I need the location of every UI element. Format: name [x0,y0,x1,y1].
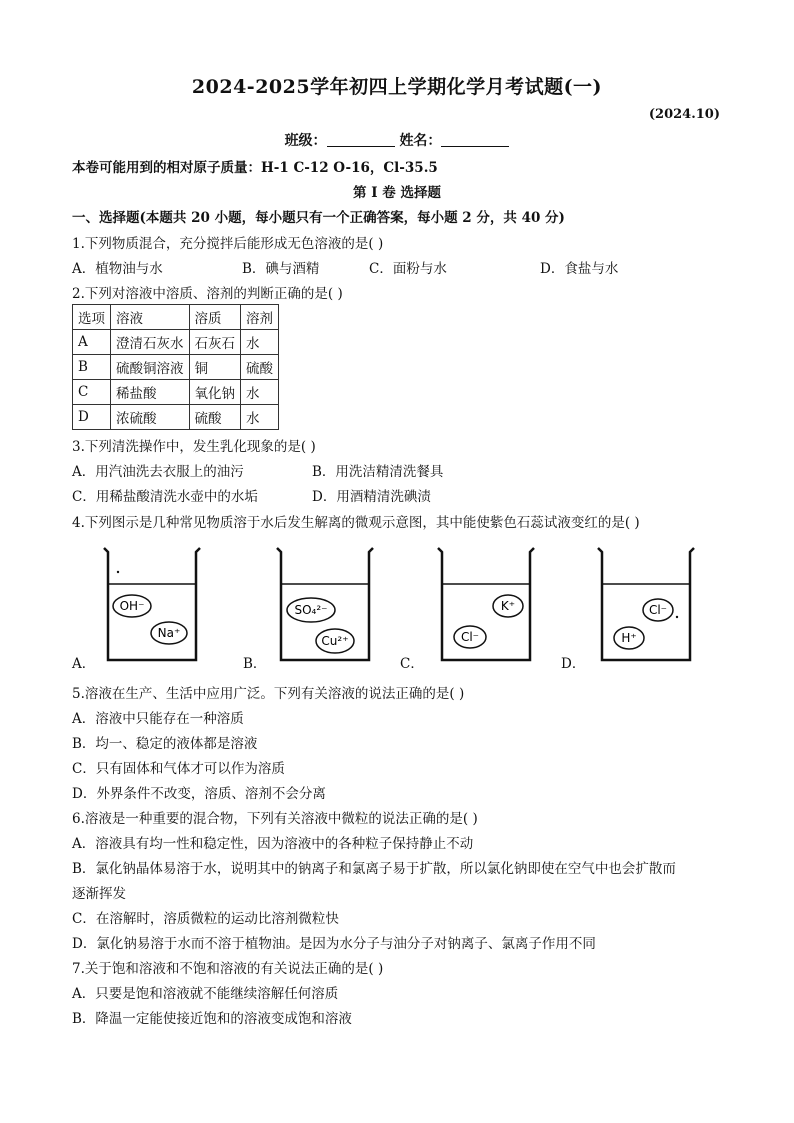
table-cell: 水 [241,405,279,430]
q6-option-c[interactable]: C．在溶解时，溶质微粒的运动比溶剂微粒快 [72,911,339,927]
q3-option-b[interactable]: B．用洗洁精清洗餐具 [312,464,444,480]
q6-option-b[interactable]: B．氯化钠晶体易溶于水，说明其中的钠离子和氯离子易于扩散，所以氯化钠即使在空气中也会扩散而 [72,861,676,877]
name-blank[interactable] [441,132,509,147]
q5-stem: 5.溶液在生产、生活中应用广泛。下列有关溶液的说法正确的是( ) [72,686,465,702]
name-label: 姓名： [399,133,442,149]
table-cell: 水 [241,330,279,355]
ion-label-d2: H⁺ [621,631,637,645]
q4-option-c[interactable]: C． [400,656,424,672]
part-heading: 一、选择题(本题共 20 小题，每小题只有一个正确答案，每小题 2 分，共 40 分) [72,210,565,226]
beaker-b-diagram [275,546,375,664]
table-cell: 铜 [189,355,241,380]
ion-label-a2: Na⁺ [157,626,181,640]
q2-stem: 2.下列对溶液中溶质、溶剂的判断正确的是( ) [72,286,343,302]
q5-option-b[interactable]: B．均一、稳定的液体都是溶液 [72,736,258,752]
table-header-cell: 溶质 [189,305,241,330]
table-cell: 石灰石 [189,330,241,355]
table-cell: 澄清石灰水 [111,330,190,355]
table-header-cell: 溶液 [111,305,190,330]
q7-option-b[interactable]: B．降温一定能使接近饱和的溶液变成饱和溶液 [72,1011,352,1027]
q4-option-a[interactable]: A． [72,656,96,672]
class-label: 班级： [284,133,327,149]
q4-option-d[interactable]: D． [561,656,586,672]
table-cell: 硫酸 [189,405,241,430]
section-heading: 第 I 卷 选择题 [353,185,441,201]
q5-option-c[interactable]: C．只有固体和气体才可以作为溶质 [72,761,285,777]
table-cell: C [73,380,111,405]
table-cell: B [73,355,111,380]
ion-label-d1: Cl⁻ [648,603,668,617]
table-header-row [73,305,279,330]
beaker-d-diagram [596,546,696,664]
table-cell: A [73,330,111,355]
exam-title: 2024-2025学年初四上学期化学月考试题(一) [191,76,603,98]
atomic-mass-note: 本卷可能用到的相对原子质量：H-1 C-12 O-16，Cl-35.5 [72,160,438,176]
q1-stem: 1.下列物质混合，充分搅拌后能形成无色溶液的是( ) [72,236,384,252]
q6-option-a[interactable]: A．溶液具有均一性和稳定性，因为溶液中的各种粒子保持静止不动 [72,836,474,852]
table-cell: D [73,405,111,430]
ion-label-b2: Cu²⁺ [321,634,349,648]
q7-option-a[interactable]: A．只要是饱和溶液就不能继续溶解任何溶质 [72,986,339,1002]
ion-label-b1: SO₄²⁻ [294,603,328,617]
ion-label-c2: Cl⁻ [460,630,480,644]
q5-option-a[interactable]: A．溶液中只能存在一种溶质 [72,711,244,727]
table-cell: 浓硫酸 [111,405,190,430]
q6-option-b-continued[interactable]: 逐渐挥发 [72,886,126,902]
ion-label-a1: OH⁻ [119,599,145,613]
table-cell: 稀盐酸 [111,380,190,405]
student-info-row [0,130,794,150]
q3-option-a[interactable]: A．用汽油洗去衣服上的油污 [72,464,244,480]
beaker-a-diagram [102,546,202,664]
q3-option-d[interactable]: D．用酒精清洗碘渍 [312,489,431,505]
class-blank[interactable] [327,132,395,147]
q5-option-d[interactable]: D．外界条件不改变，溶质、溶剂不会分离 [72,786,326,802]
q6-option-d[interactable]: D．氯化钠易溶于水而不溶于植物油。是因为水分子与油分子对钠离子、氯离子作用不同 [72,936,596,952]
table-row [73,380,279,405]
q1-option-b[interactable]: B．碘与酒精 [242,261,320,277]
beaker-c-diagram [436,546,536,664]
q1-option-d[interactable]: D．食盐与水 [540,261,619,277]
table-row [73,405,279,430]
table-cell: 硫酸 [241,355,279,380]
q3-option-c[interactable]: C．用稀盐酸清洗水壶中的水垢 [72,489,258,505]
q7-stem: 7.关于饱和溶液和不饱和溶液的有关说法正确的是( ) [72,961,384,977]
table-cell: 水 [241,380,279,405]
table-header-cell: 溶剂 [241,305,279,330]
exam-date: (2024.10) [648,107,720,122]
table-header-cell: 选项 [73,305,111,330]
table-cell: 硫酸铜溶液 [111,355,190,380]
q1-option-c[interactable]: C．面粉与水 [369,261,447,277]
q2-table [72,304,279,430]
ion-label-c1: K⁺ [500,599,516,613]
q1-option-a[interactable]: A．植物油与水 [72,261,163,277]
q4-stem: 4.下列图示是几种常见物质溶于水后发生解离的微观示意图，其中能使紫色石蕊试液变红的是( ) [72,515,640,531]
q4-option-b[interactable]: B． [243,656,267,672]
table-row [73,355,279,380]
table-cell: 氧化钠 [189,380,241,405]
q6-stem: 6.溶液是一种重要的混合物，下列有关溶液中微粒的说法正确的是( ) [72,811,478,827]
q3-stem: 3.下列清洗操作中，发生乳化现象的是( ) [72,439,316,455]
table-row [73,330,279,355]
